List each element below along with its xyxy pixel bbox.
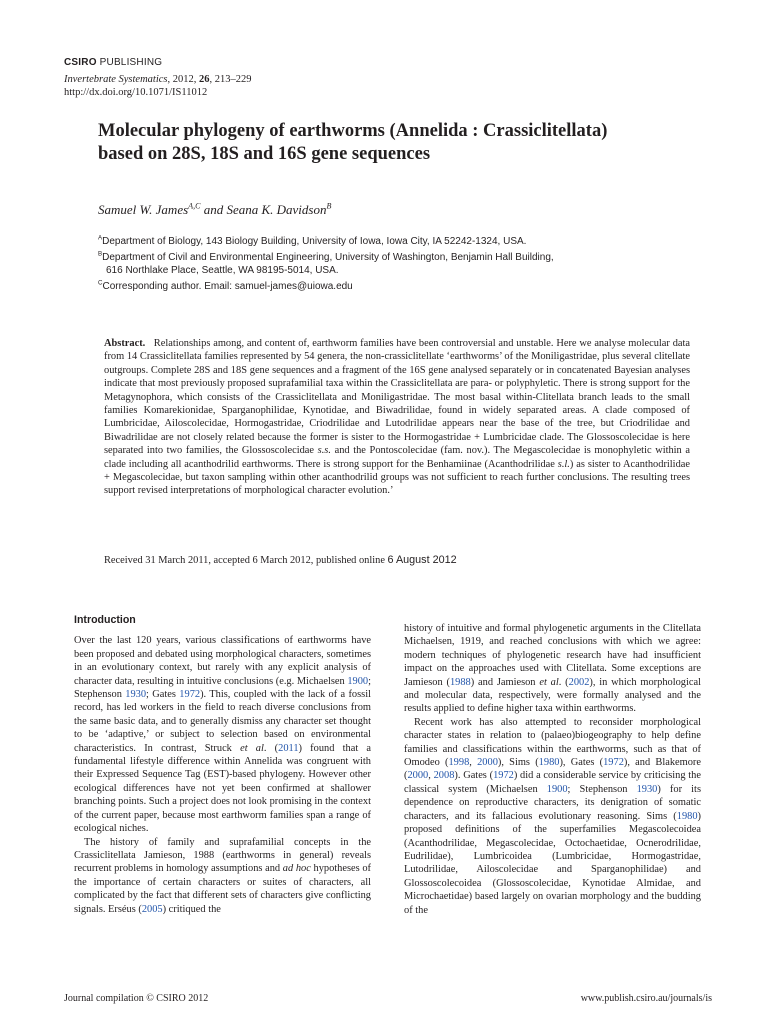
author-james: Samuel W. James (98, 202, 189, 217)
journal-citation: Invertebrate Systematics, 2012, 26, 213–229 (64, 74, 252, 85)
ref-link[interactable]: 1972 (493, 770, 514, 782)
ref-link[interactable]: 2008 (433, 770, 455, 782)
affiliations (98, 235, 718, 295)
ref-link[interactable]: 1972 (179, 689, 201, 701)
ref-link[interactable]: 1980 (676, 810, 698, 822)
affiliation-c: $^C$Corresponding author. Email: samuel-james@uiowa.edu (98, 279, 353, 292)
author-list: Samuel W. James$^{A,C}$ and Seana K. Davidson$^B$ (98, 201, 332, 217)
paragraph: Over the last 120 years, various classifications of earthworms have been proposed and debated using morphological characters, sometimes in an evolutionary context, but rarely with any explicit analysis of character data, resulting in intuitive conclusions (e.g. Michaelsen 1900; Stephenson 1930; Gates 1972). This, coupled with the lack of a fossil record, has led workers in the field to reach diverse conclusions from the same basic data, and to generally dismiss any character set thought to be ‘adaptive,’ or subject to selection based on environmental characteristics. In contrast, Struck et al. (2011) found that a fundamental lifestyle difference within Annelida was congruent with their Expressed Sequence Tag (EST)-based phylogeny. However other ecological differences have not yet been confirmed at shallower branching points. Such a project does not look promising in the context of the current paper, because most earthworm families span a range of ecological niches. (74, 635, 372, 835)
ref-link[interactable]: 1930 (125, 689, 147, 701)
ref-link[interactable]: 1980 (538, 757, 560, 769)
citation-block (64, 73, 252, 99)
doi-link[interactable]: http://dx.doi.org/10.1071/IS11012 (64, 87, 208, 98)
ref-link[interactable]: 1930 (636, 783, 658, 795)
abstract: Abstract. Relationships among, and content of, earthworm families have been controversial and unstable. Here we analyse molecular data from 14 Crassiclitellata families represented by 54 genera, the non-crassiclitellate ‘earthworms’ of the Moniligastridae, plus several clitellate outgroups. Complete 28S and 18S gene sequences and a fragment of the 16S gene analysed separately or in concatenated Bayesian analyses indicate that most previously proposed suprafamilial taxa within the Crassiclitellata are para- or polyphyletic. There is strong support for the Metagynophora, which consists of the Crassiclitellata and Moniligastridae. The most basal within-Clitellata branch leads to the small families Komarekionidae, Sparganophilidae, Kynotidae, and Biwadrilidae, found in widely separated areas. A clade composed of Lumbricidae, Ailoscolecidae, Hormogastridae, Criodrilidae and Lutodrilidae appears near the base of the tree, but Criodrilidae and Biwadrilidae are not closely related because the former is sister to the Hormogastridae + Lumbricidae clade. The Glossoscolecidae is here separated into two families, the Glossoscolecidae s.s. and the Pontoscolecidae (fam. nov.). The Megascolecidae is monophyletic within a clade including all acanthodrilid earthworms. There is strong support for the Benhamiinae (Acanthodrilidae s.l.) as sister to Acanthodrilidae + Megascolecidae, but taxon sampling within other acanthodrilid groups was not sufficient to reach further conclusions. The resulting trees support revised interpretations of morphological character evolution.’ (104, 338, 690, 497)
ref-link[interactable]: 2000 (407, 770, 429, 782)
abstract-label: Abstract. (104, 338, 146, 349)
body-column-right (404, 622, 701, 917)
affiliation-a: $^A$Department of Biology, 143 Biology Building, University of Iowa, Iowa City, IA 52242-1324, USA. (98, 234, 527, 247)
footer-journal-url[interactable]: www.publish.csiro.au/journals/is (580, 993, 712, 1004)
paragraph: history of intuitive and formal phylogenetic arguments in the Clitellata Michaelsen, 1919, and reached conclusions with which we agree: modern techniques of phylogenetic research have had insufficient impact on the approaches used with Clitellata. Some exceptions are Jamieson (1988) and Jamieson et al. (2002), in which morphological and molecular data, respectively, were formally analysed and the results applied to define higher taxa within earthworms. (404, 623, 701, 715)
ref-link[interactable]: 2002 (568, 676, 590, 688)
received-dates: Received 31 March 2011, accepted 6 March 2012, published online 6 August 2012 (104, 554, 457, 566)
publisher-name: CSIRO PUBLISHING (64, 57, 163, 68)
paper-title: Molecular phylogeny of earthworms (Annelida : Crassiclitellata) based on 28S, 18S and 16S gene sequences (98, 121, 608, 164)
body-column-left (74, 614, 371, 916)
ref-link[interactable]: 2005 (141, 903, 163, 915)
section-heading-introduction: Introduction (74, 614, 136, 626)
ref-link[interactable]: 1998 (448, 757, 470, 769)
ref-link[interactable]: 1900 (347, 675, 369, 687)
ref-link[interactable]: 1988 (449, 676, 471, 688)
paragraph: The history of family and suprafamilial concepts in the Crassiclitellata Jamieson, 1988 (earthworms in general) reveals recurrent problems in homology assumptions and ad hoc hypotheses of the importance of certain characters or suites of characters, all complicated by the fact that different sets of characters give conflicting signals. Erséus (2005) critiqued the (74, 836, 371, 915)
ref-link[interactable]: 2000 (477, 757, 498, 769)
affiliation-b-cont: 616 Northlake Place, Seattle, WA 98195-5014, USA. (106, 265, 339, 276)
ref-link[interactable]: 1900 (546, 783, 568, 795)
affiliation-b: $^B$Department of Civil and Environmental Engineering, University of Washington, Benjamin Hall Building, (98, 250, 554, 263)
footer-copyright: Journal compilation © CSIRO 2012 (64, 993, 209, 1004)
paragraph: Recent work has also attempted to reconsider morphological character states in relation to (palaeo)biogeography to help define families and classifications within the earthworms, such as that of Omodeo (1998, 2000), Sims (1980), Gates (1972), and Blakemore (2000, 2008). Gates (1972) did a considerable service by criticising the classical system (Michaelsen 1900; Stephenson 1930) for its dependence on reproductive characters, its denigration of somatic characters, and its fallacious evolutionary reasoning. Sims (1980) proposed definitions of the superfamilies Megascolecoidea (Acanthodrilidae, Megascolecidae, Octochaetidae, Ocnerodrilidae, Eudrilidae), Lumbricoidea (Lumbricidae, Hormogastridae, Lutodrilidae, Ailoscolecidae and Sparganophilidae) and Glossoscolecoidea (Glossoscolecidae, Kynotidae Almidae, and Microchaetidae) based largely on ovarian morphology and the budding of the (404, 716, 702, 916)
ref-link[interactable]: 1972 (603, 757, 624, 769)
ref-link[interactable]: 2011 (278, 742, 299, 754)
